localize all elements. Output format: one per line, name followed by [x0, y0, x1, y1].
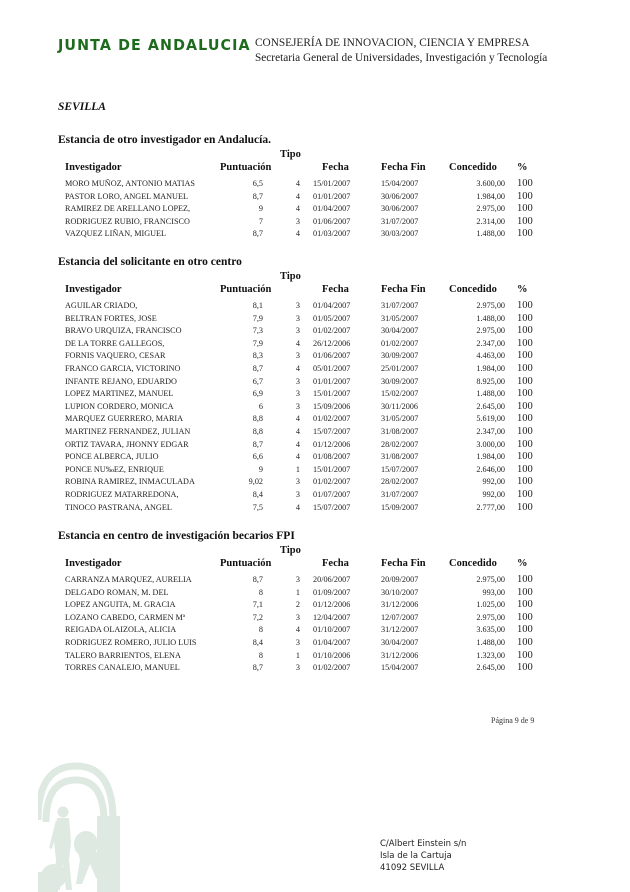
investigator-name: BRAVO URQUIZA, FRANCISCO — [65, 326, 182, 336]
tipo-value: 3 — [295, 301, 300, 310]
score-value: 8,1 — [252, 301, 263, 310]
tipo-value: 3 — [295, 612, 300, 622]
column-header-fecha: Fecha — [322, 162, 349, 173]
end-date: 30/11/2006 — [381, 401, 418, 411]
column-header-concedido: Concedido — [449, 284, 497, 295]
score-value: 8,7 — [252, 229, 263, 239]
granted-amount: 2.975,00 — [476, 575, 505, 584]
score-value: 8 — [258, 625, 263, 635]
percentage-value: 100 — [517, 637, 533, 648]
start-date: 01/10/2007 — [313, 625, 351, 635]
column-header-fecha-fin: Fecha Fin — [381, 284, 426, 295]
granted-amount: 5.619,00 — [476, 414, 505, 424]
percentage-value: 100 — [517, 489, 533, 500]
table-row — [0, 217, 630, 230]
tipo-value: 4 — [295, 204, 300, 214]
investigator-name: DE LA TORRE GALLEGOS, — [65, 338, 165, 348]
investigator-name: ROBINA RAMIREZ, INMACULADA — [65, 477, 195, 487]
tipo-value: 4 — [295, 229, 300, 239]
percentage-value: 100 — [517, 325, 533, 337]
table-row — [0, 651, 630, 664]
granted-amount: 1.323,00 — [476, 650, 505, 660]
percentage-value: 100 — [517, 337, 533, 349]
end-date: 28/02/2007 — [381, 439, 419, 449]
address-street: C/Albert Einstein s/n — [380, 839, 467, 849]
percentage-value: 100 — [517, 599, 533, 611]
investigator-name: MARTINEZ FERNANDEZ, JULIAN — [65, 427, 191, 436]
column-header-investigador: Investigador — [65, 162, 122, 173]
granted-amount: 3.600,00 — [476, 179, 505, 188]
column-header-tipo: Tipo — [280, 271, 301, 282]
table-row — [0, 600, 630, 613]
score-value: 7,5 — [252, 502, 263, 512]
investigator-name: ORTIZ TAVARA, JHONNY EDGAR — [65, 439, 189, 449]
percentage-value: 100 — [517, 463, 533, 475]
table-row — [0, 588, 630, 601]
tipo-value: 3 — [295, 326, 300, 336]
subdepartment-title: Secretaria General de Universidades, Investigación y Tecnología — [255, 52, 548, 64]
table-row — [0, 301, 630, 314]
start-date: 01/06/2007 — [313, 351, 351, 361]
end-date: 30/09/2007 — [381, 351, 419, 361]
start-date: 15/07/2007 — [313, 427, 351, 436]
percentage-value: 100 — [517, 363, 533, 374]
start-date: 15/01/2007 — [313, 464, 351, 474]
start-date: 12/04/2007 — [313, 612, 351, 622]
investigator-name: LOPEZ MARTINEZ, MANUEL — [65, 389, 174, 399]
table-row — [0, 625, 630, 638]
granted-amount: 1.025,00 — [476, 600, 505, 610]
column-header-pct: % — [517, 284, 528, 295]
column-header-fecha-fin: Fecha Fin — [381, 558, 426, 569]
tipo-value: 3 — [295, 376, 300, 386]
percentage-value: 100 — [517, 501, 533, 513]
end-date: 31/07/2007 — [381, 301, 419, 310]
score-value: 8,4 — [252, 490, 263, 499]
start-date: 01/01/2007 — [313, 191, 351, 201]
column-header-puntuacion: Puntuación — [220, 558, 272, 569]
percentage-value: 100 — [517, 178, 533, 189]
score-value: 6,6 — [252, 452, 263, 462]
granted-amount: 3.635,00 — [476, 625, 505, 635]
column-header-concedido: Concedido — [449, 162, 497, 173]
tipo-value: 3 — [295, 638, 300, 647]
start-date: 01/12/2006 — [313, 439, 351, 449]
start-date: 01/06/2007 — [313, 216, 351, 226]
start-date: 26/12/2006 — [313, 338, 351, 348]
end-date: 31/12/2007 — [381, 625, 419, 635]
table-row — [0, 326, 630, 339]
table-row — [0, 427, 630, 440]
end-date: 30/04/2007 — [381, 638, 419, 647]
table-row — [0, 204, 630, 217]
granted-amount: 3.000,00 — [476, 439, 505, 449]
table-row — [0, 477, 630, 490]
score-value: 7,3 — [252, 326, 263, 336]
tipo-value: 4 — [295, 452, 300, 462]
tipo-value: 3 — [295, 313, 300, 323]
tipo-value: 3 — [295, 575, 300, 584]
table-row — [0, 377, 630, 390]
investigator-name: LUPION CORDERO, MONICA — [65, 401, 174, 411]
table-row — [0, 613, 630, 626]
percentage-value: 100 — [517, 312, 533, 324]
percentage-value: 100 — [517, 611, 533, 623]
investigator-name: RODRIGUEZ RUBIO, FRANCISCO — [65, 216, 190, 226]
table-row — [0, 364, 630, 377]
score-value: 8,7 — [252, 439, 263, 449]
table-row — [0, 452, 630, 465]
granted-amount: 1.488,00 — [476, 389, 505, 399]
score-value: 8,7 — [252, 663, 263, 673]
end-date: 15/02/2007 — [381, 389, 419, 399]
tipo-value: 2 — [295, 600, 300, 610]
percentage-value: 100 — [517, 476, 533, 488]
score-value: 8,8 — [252, 427, 263, 436]
table-row — [0, 663, 630, 676]
start-date: 01/02/2007 — [313, 326, 351, 336]
junta-de-andalucia-logo: JUNTA DE ANDALUCIA — [58, 36, 251, 54]
table-row — [0, 402, 630, 415]
section-title: Estancia en centro de investigación becarios FPI — [58, 530, 295, 542]
end-date: 31/12/2006 — [381, 650, 419, 660]
granted-amount: 2.314,00 — [476, 216, 505, 226]
end-date: 12/07/2007 — [381, 612, 419, 622]
tipo-value: 1 — [295, 587, 300, 597]
investigator-name: BELTRAN FORTES, JOSE — [65, 313, 157, 323]
percentage-value: 100 — [517, 662, 533, 674]
table-row — [0, 339, 630, 352]
tipo-value: 4 — [295, 439, 300, 449]
score-value: 8,7 — [252, 191, 263, 201]
end-date: 25/01/2007 — [381, 364, 419, 373]
score-value: 7 — [258, 216, 263, 226]
column-header-fecha: Fecha — [322, 558, 349, 569]
percentage-value: 100 — [517, 400, 533, 412]
granted-amount: 2.645,00 — [476, 401, 505, 411]
investigator-name: RODRIGUEZ MATARREDONA, — [65, 490, 179, 499]
score-value: 7,9 — [252, 313, 263, 323]
granted-amount: 2.347,00 — [476, 427, 505, 436]
percentage-value: 100 — [517, 649, 533, 661]
column-header-investigador: Investigador — [65, 558, 122, 569]
table-row — [0, 179, 630, 192]
end-date: 31/07/2007 — [381, 216, 419, 226]
granted-amount: 1.984,00 — [476, 452, 505, 462]
address-area: Isla de la Cartuja — [380, 851, 452, 861]
investigator-name: LOPEZ ANGUITA, M. GRACIA — [65, 600, 176, 610]
investigator-name: FRANCO GARCIA, VICTORINO — [65, 364, 181, 373]
granted-amount: 992,00 — [482, 490, 505, 499]
percentage-value: 100 — [517, 426, 533, 437]
score-value: 7,1 — [252, 600, 263, 610]
start-date: 05/01/2007 — [313, 364, 351, 373]
investigator-name: PASTOR LORO, ANGEL MANUEL — [65, 191, 188, 201]
tipo-value: 4 — [295, 364, 300, 373]
investigator-name: MORO MUÑOZ, ANTONIO MATIAS — [65, 179, 195, 188]
column-header-investigador: Investigador — [65, 284, 122, 295]
tipo-value: 3 — [295, 389, 300, 399]
table-row — [0, 229, 630, 242]
percentage-value: 100 — [517, 586, 533, 598]
granted-amount: 2.975,00 — [476, 326, 505, 336]
score-value: 6,7 — [252, 376, 263, 386]
start-date: 01/02/2007 — [313, 477, 351, 487]
score-value: 9 — [258, 464, 263, 474]
percentage-value: 100 — [517, 350, 533, 362]
column-header-puntuacion: Puntuación — [220, 284, 272, 295]
investigator-name: RODRIGUEZ ROMERO, JULIO LUIS — [65, 638, 197, 647]
granted-amount: 2.347,00 — [476, 338, 505, 348]
score-value: 6,9 — [252, 389, 263, 399]
investigator-name: TALERO BARRIENTOS, ELENA — [65, 650, 181, 660]
percentage-value: 100 — [517, 451, 533, 463]
score-value: 9 — [258, 204, 263, 214]
granted-amount: 2.975,00 — [476, 301, 505, 310]
table-row — [0, 503, 630, 516]
end-date: 28/02/2007 — [381, 477, 419, 487]
table-row — [0, 389, 630, 402]
end-date: 31/05/2007 — [381, 313, 419, 323]
tipo-value: 3 — [295, 351, 300, 361]
andalucia-emblem-icon — [38, 760, 120, 892]
investigator-name: TORRES CANALEJO, MANUEL — [65, 663, 180, 673]
table-row — [0, 465, 630, 478]
percentage-value: 100 — [517, 375, 533, 387]
investigator-name: REIGADA OLAIZOLA, ALICIA — [65, 625, 177, 635]
department-title: CONSEJERÍA DE INNOVACION, CIENCIA Y EMPRESA — [255, 37, 530, 49]
investigator-name: VAZQUEZ LIÑAN, MIGUEL — [65, 229, 167, 239]
table-row — [0, 192, 630, 205]
percentage-value: 100 — [517, 228, 533, 240]
score-value: 8,8 — [252, 414, 263, 424]
end-date: 31/08/2007 — [381, 427, 419, 436]
granted-amount: 2.975,00 — [476, 612, 505, 622]
investigator-name: AGUILAR CRIADO, — [65, 301, 138, 310]
end-date: 30/03/2007 — [381, 229, 419, 239]
start-date: 01/10/2006 — [313, 650, 351, 660]
investigator-name: TINOCO PASTRANA, ANGEL — [65, 502, 172, 512]
start-date: 01/08/2007 — [313, 452, 351, 462]
score-value: 9,02 — [248, 477, 263, 487]
score-value: 6,5 — [252, 179, 263, 188]
granted-amount: 1.984,00 — [476, 191, 505, 201]
column-header-fecha-fin: Fecha Fin — [381, 162, 426, 173]
investigator-name: FORNIS VAQUERO, CESAR — [65, 351, 166, 361]
score-value: 8,7 — [252, 364, 263, 373]
page-number: Página 9 de 9 — [491, 716, 535, 725]
tipo-value: 3 — [295, 216, 300, 226]
investigator-name: DELGADO ROMAN, M. DEL — [65, 587, 169, 597]
end-date: 31/08/2007 — [381, 452, 419, 462]
score-value: 8 — [258, 587, 263, 597]
end-date: 31/07/2007 — [381, 490, 419, 499]
column-header-fecha: Fecha — [322, 284, 349, 295]
end-date: 15/04/2007 — [381, 179, 419, 188]
table-row — [0, 638, 630, 651]
end-date: 20/09/2007 — [381, 575, 419, 584]
address-city: 41092 SEVILLA — [380, 863, 445, 873]
granted-amount: 8.925,00 — [476, 376, 505, 386]
granted-amount: 2.975,00 — [476, 204, 505, 214]
investigator-name: MARQUEZ GUERRERO, MARIA — [65, 414, 184, 424]
start-date: 01/02/2007 — [313, 663, 351, 673]
start-date: 01/12/2006 — [313, 600, 351, 610]
column-header-tipo: Tipo — [280, 545, 301, 556]
tipo-value: 4 — [295, 179, 300, 188]
percentage-value: 100 — [517, 413, 533, 425]
end-date: 01/02/2007 — [381, 338, 419, 348]
score-value: 8 — [258, 650, 263, 660]
start-date: 01/04/2007 — [313, 204, 351, 214]
score-value: 8,7 — [252, 575, 263, 584]
start-date: 01/02/2007 — [313, 414, 351, 424]
granted-amount: 1.984,00 — [476, 364, 505, 373]
end-date: 15/09/2007 — [381, 502, 419, 512]
tipo-value: 4 — [295, 191, 300, 201]
tipo-value: 1 — [295, 464, 300, 474]
table-row — [0, 490, 630, 503]
granted-amount: 2.645,00 — [476, 663, 505, 673]
tipo-value: 3 — [295, 663, 300, 673]
end-date: 30/04/2007 — [381, 326, 419, 336]
granted-amount: 4.463,00 — [476, 351, 505, 361]
tipo-value: 4 — [295, 502, 300, 512]
table-row — [0, 440, 630, 453]
score-value: 8,3 — [252, 351, 263, 361]
score-value: 7,2 — [252, 612, 263, 622]
table-row — [0, 351, 630, 364]
end-date: 31/05/2007 — [381, 414, 419, 424]
start-date: 01/03/2007 — [313, 229, 351, 239]
start-date: 01/07/2007 — [313, 490, 351, 499]
score-value: 7,9 — [252, 338, 263, 348]
granted-amount: 993,00 — [482, 587, 505, 597]
tipo-value: 4 — [295, 338, 300, 348]
percentage-value: 100 — [517, 438, 533, 450]
section-title: Estancia de otro investigador en Andalucía. — [58, 134, 271, 146]
start-date: 15/07/2007 — [313, 502, 351, 512]
end-date: 15/07/2007 — [381, 464, 419, 474]
tipo-value: 4 — [295, 625, 300, 635]
granted-amount: 1.488,00 — [476, 638, 505, 647]
table-row — [0, 414, 630, 427]
start-date: 15/09/2006 — [313, 401, 351, 411]
tipo-value: 3 — [295, 490, 300, 499]
column-header-tipo: Tipo — [280, 149, 301, 160]
tipo-value: 4 — [295, 427, 300, 436]
percentage-value: 100 — [517, 388, 533, 400]
investigator-name: INFANTE REJANO, EDUARDO — [65, 376, 177, 386]
tipo-value: 3 — [295, 401, 300, 411]
score-value: 8,4 — [252, 638, 263, 647]
end-date: 30/06/2007 — [381, 191, 419, 201]
granted-amount: 1.488,00 — [476, 313, 505, 323]
percentage-value: 100 — [517, 300, 533, 311]
start-date: 01/04/2007 — [313, 301, 351, 310]
investigator-name: RAMIREZ DE ARELLANO LOPEZ, — [65, 204, 191, 214]
column-header-pct: % — [517, 162, 528, 173]
end-date: 30/09/2007 — [381, 376, 419, 386]
investigator-name: LOZANO CABEDO, CARMEN Mª — [65, 612, 186, 622]
start-date: 01/01/2007 — [313, 376, 351, 386]
tipo-value: 4 — [295, 414, 300, 424]
granted-amount: 1.488,00 — [476, 229, 505, 239]
percentage-value: 100 — [517, 190, 533, 202]
granted-amount: 2.777,00 — [476, 502, 505, 512]
table-row — [0, 575, 630, 588]
investigator-name: PONCE ALBERCA, JULIO — [65, 452, 159, 462]
investigator-name: CARRANZA MARQUEZ, AURELIA — [65, 575, 192, 584]
column-header-pct: % — [517, 558, 528, 569]
investigator-name: PONCE NU‰EZ, ENRIQUE — [65, 464, 164, 474]
end-date: 30/06/2007 — [381, 204, 419, 214]
start-date: 20/06/2007 — [313, 575, 351, 584]
percentage-value: 100 — [517, 203, 533, 215]
percentage-value: 100 — [517, 624, 533, 636]
column-header-concedido: Concedido — [449, 558, 497, 569]
table-row — [0, 314, 630, 327]
column-header-puntuacion: Puntuación — [220, 162, 272, 173]
end-date: 30/10/2007 — [381, 587, 419, 597]
percentage-value: 100 — [517, 215, 533, 227]
start-date: 01/05/2007 — [313, 313, 351, 323]
percentage-value: 100 — [517, 574, 533, 585]
tipo-value: 1 — [295, 650, 300, 660]
tipo-value: 3 — [295, 477, 300, 487]
section-title: Estancia del solicitante en otro centro — [58, 256, 242, 268]
granted-amount: 992,00 — [482, 477, 505, 487]
end-date: 31/12/2006 — [381, 600, 419, 610]
start-date: 15/01/2007 — [313, 179, 351, 188]
end-date: 15/04/2007 — [381, 663, 419, 673]
city-heading: SEVILLA — [58, 101, 106, 113]
score-value: 6 — [258, 401, 263, 411]
start-date: 15/01/2007 — [313, 389, 351, 399]
start-date: 01/09/2007 — [313, 587, 351, 597]
start-date: 01/04/2007 — [313, 638, 351, 647]
granted-amount: 2.646,00 — [476, 464, 505, 474]
